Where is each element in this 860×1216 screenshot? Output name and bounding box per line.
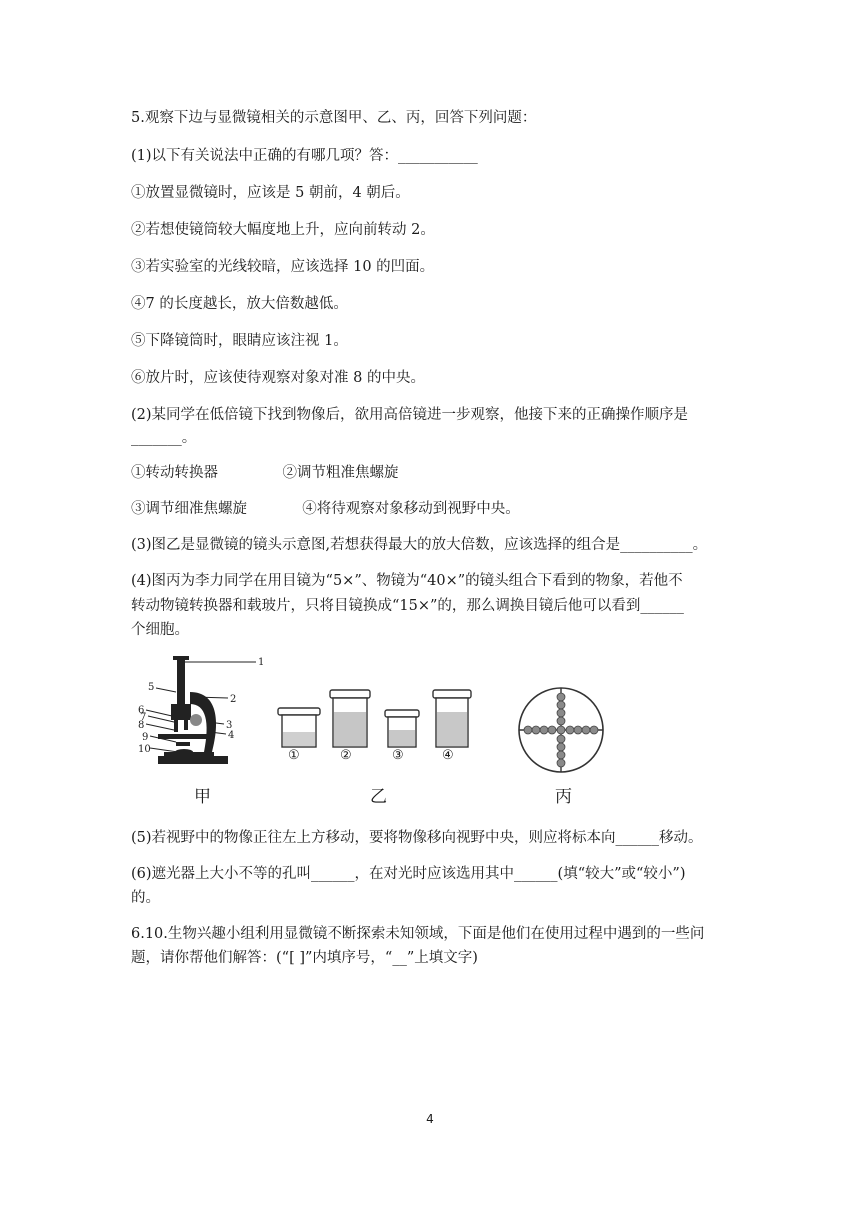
- figure-label-jia: 甲: [194, 787, 211, 807]
- leader-line-7: [148, 716, 174, 722]
- part-number-1: 1: [258, 657, 265, 668]
- part-2-prompt-line-2: _______。: [131, 430, 197, 446]
- statement-2: ②若想使镜筒较大幅度地上升，应向前转动 2。: [131, 222, 435, 238]
- statement-5: ⑤下降镜筒时，眼睛应该注视 1。: [131, 333, 348, 349]
- lens-label-1: ①: [288, 748, 300, 763]
- page-number: 4: [426, 1112, 434, 1126]
- lens-set: [278, 690, 471, 747]
- part-number-3: 3: [226, 720, 233, 731]
- part-2-prompt-line-1: (2)某同学在低倍镜下找到物像后，欲用高倍镜进一步观察，他接下来的正确操作顺序是: [131, 407, 689, 423]
- statement-4: ④7 的长度越长，放大倍数越低。: [131, 296, 348, 312]
- microscope-objective-2: [184, 720, 188, 730]
- microscope-eyepiece-cap: [173, 656, 189, 660]
- part-number-4: 4: [228, 730, 235, 741]
- part-number-2: 2: [230, 694, 237, 705]
- part-number-8: 8: [138, 720, 145, 731]
- figure-drawing: [128, 652, 738, 782]
- cells-horizontal: [524, 726, 598, 734]
- microscope-stage: [158, 734, 214, 739]
- part-number-9: 9: [142, 732, 149, 743]
- lens-4: [433, 690, 471, 747]
- part-6-line-1: (6)遮光器上大小不等的孔叫______，在对光时应该选用其中______(填“较大”或“较小”): [131, 866, 686, 882]
- microscope-nosepiece: [171, 704, 191, 720]
- lens-label-2: ②: [340, 748, 352, 763]
- statement-1: ①放置显微镜时，应该是 5 朝前，4 朝后。: [131, 185, 410, 201]
- question-6-line-1: 6.10.生物兴趣小组利用显微镜不断探索未知领域，下面是他们在使用过程中遇到的一些问: [131, 926, 705, 942]
- lens-label-3: ③: [392, 748, 404, 763]
- question-5-stem: 5.观察下边与显微镜相关的示意图甲、乙、丙，回答下列问题：: [131, 110, 537, 126]
- part-4-line-3: 个细胞。: [131, 622, 189, 638]
- figure-microscope-lenses-field: [128, 652, 738, 812]
- leader-line-6: [146, 710, 172, 716]
- part-4-line-1: (4)图丙为李力同学在用目镜为“5×”、物镜为“40×”的镜头组合下看到的物象，若他不: [131, 573, 683, 589]
- part-2-options-row-2: ③调节细准焦螺旋 ④将待观察对象移动到视野中央。: [131, 501, 520, 517]
- microscope-base: [158, 756, 228, 764]
- microscope-coarse-knob: [190, 714, 202, 726]
- microscope-drawing: [146, 656, 256, 764]
- part-5: (5)若视野中的物像正往左上方移动，要将物像移向视野中央，则应将标本向______移动。: [131, 830, 703, 846]
- leader-line-10: [150, 748, 178, 752]
- statement-6: ⑥放片时，应该使待观察对象对准 8 的中央。: [131, 370, 425, 386]
- microscope-objective: [174, 720, 178, 732]
- part-4-line-2: 转动物镜转换器和载玻片，只将目镜换成“15×”的，那么调换目镜后他可以看到______: [131, 598, 684, 614]
- leader-line-5: [156, 688, 176, 692]
- lens-1: [278, 708, 320, 747]
- figure-label-yi: 乙: [370, 787, 387, 807]
- lens-2: [330, 690, 370, 747]
- microscope-condenser: [176, 742, 190, 746]
- part-6-line-2: 的。: [131, 890, 160, 906]
- question-6-line-2: 题，请你帮他们解答：(“[ ]”内填序号，“__”上填文字): [131, 950, 478, 966]
- part-number-6: 6: [138, 705, 145, 716]
- microscope-pillar: [164, 752, 214, 757]
- leader-line-8: [146, 724, 174, 730]
- part-number-7: 7: [140, 712, 147, 723]
- lens-label-4: ④: [442, 748, 454, 763]
- microscope-eyepiece-tube: [177, 658, 185, 704]
- part-3: (3)图乙是显微镜的镜头示意图,若想获得最大的放大倍数，应该选择的组合是__________。: [131, 537, 708, 553]
- lens-3: [385, 710, 419, 747]
- part-number-5: 5: [148, 682, 155, 693]
- statement-3: ③若实验室的光线较暗，应该选择 10 的凹面。: [131, 259, 435, 275]
- part-1-prompt: (1)以下有关说法中正确的有哪几项？答：___________: [131, 148, 478, 164]
- field-of-view: [519, 688, 603, 772]
- part-number-10: 10: [138, 744, 151, 755]
- part-2-options-row-1: ①转动转换器 ②调节粗准焦螺旋: [131, 465, 399, 481]
- figure-label-bing: 丙: [555, 787, 572, 807]
